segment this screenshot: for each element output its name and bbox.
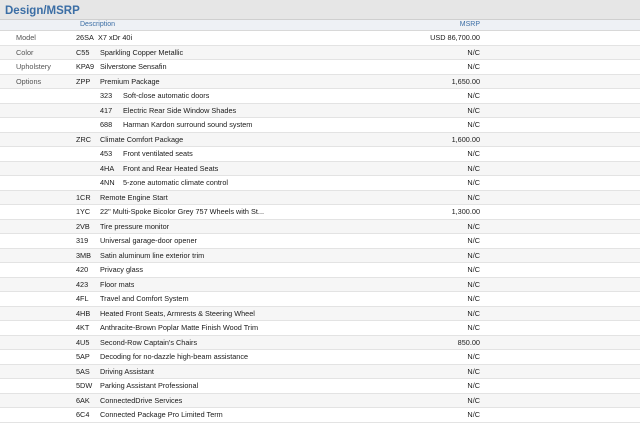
option-code: 2VB — [76, 221, 90, 231]
table-row — [0, 336, 640, 351]
table-row — [0, 220, 640, 235]
option-code: 5AP — [76, 352, 90, 361]
option-description: 22" Multi-Spoke Bicolor Grey 757 Wheels with St... — [100, 207, 264, 216]
option-price: N/C — [467, 236, 480, 245]
option-price: N/C — [467, 308, 480, 318]
option-code: 688 — [100, 120, 113, 129]
option-code: 4HB — [76, 308, 91, 318]
option-price: N/C — [467, 395, 480, 405]
table-row — [0, 205, 640, 220]
option-price: N/C — [467, 178, 480, 187]
table-row — [0, 234, 640, 249]
option-price: N/C — [467, 120, 480, 129]
option-description: Premium Package — [100, 76, 160, 86]
option-code: ZPP — [76, 76, 91, 86]
option-description: ConnectedDrive Services — [100, 395, 183, 405]
option-code: 6C4 — [76, 410, 90, 419]
option-code: 1CR — [76, 192, 91, 202]
option-description: Second-Row Captain's Chairs — [100, 337, 198, 347]
option-price: N/C — [467, 149, 480, 158]
table-row — [0, 31, 640, 46]
table-row — [0, 60, 640, 75]
option-description: Climate Comfort Package — [100, 134, 184, 144]
option-code: 423 — [76, 279, 89, 289]
option-description: Silverstone Sensafin — [100, 62, 167, 71]
option-description: Tire pressure monitor — [100, 221, 170, 231]
option-code: 5AS — [76, 366, 90, 376]
table-row — [0, 118, 640, 133]
table-row — [0, 147, 640, 162]
option-code: 319 — [76, 236, 89, 245]
table-row — [0, 133, 640, 148]
row-label: Color — [16, 47, 34, 57]
option-description: Soft-close automatic doors — [123, 91, 210, 100]
option-description: Heated Front Seats, Armrests & Steering Wheel — [100, 308, 255, 318]
column-header-msrp: MSRP — [459, 21, 480, 28]
option-price: N/C — [467, 294, 480, 303]
row-label: Upholstery — [16, 62, 51, 71]
option-description: Front ventilated seats — [123, 149, 193, 158]
option-price: N/C — [467, 279, 480, 289]
option-price: N/C — [467, 381, 480, 390]
section-title: Design/MSRP — [5, 5, 80, 17]
option-price: 1,650.00 — [451, 76, 480, 86]
option-code: C55 — [76, 47, 90, 57]
option-price: N/C — [467, 352, 480, 361]
row-label: Model — [16, 33, 36, 42]
option-description: Travel and Comfort System — [100, 294, 189, 303]
option-code: 6AK — [76, 395, 90, 405]
column-header — [0, 20, 640, 31]
option-description: Harman Kardon surround sound system — [123, 120, 253, 129]
option-code: 1YC — [76, 207, 91, 216]
option-description: Driving Assistant — [100, 366, 154, 376]
option-code: 26SA — [76, 33, 94, 42]
option-description: Remote Engine Start — [100, 192, 168, 202]
option-description: Universal garage-door opener — [100, 236, 197, 245]
option-description: Satin aluminum line exterior trim — [100, 250, 205, 260]
table-row — [0, 89, 640, 104]
option-code: 4HA — [100, 163, 115, 173]
table-row — [0, 307, 640, 322]
option-price: N/C — [467, 265, 480, 274]
table-row — [0, 278, 640, 293]
table-row — [0, 379, 640, 394]
option-code: 417 — [100, 105, 113, 115]
option-description: Parking Assistant Professional — [100, 381, 199, 390]
option-code: 4U5 — [76, 337, 90, 347]
option-code: 323 — [100, 91, 113, 100]
option-code: 4NN — [100, 178, 115, 187]
option-price: N/C — [467, 91, 480, 100]
option-price: 1,600.00 — [451, 134, 480, 144]
table-row — [0, 350, 640, 365]
option-code: 4KT — [76, 323, 90, 332]
table-row — [0, 162, 640, 177]
option-price: N/C — [467, 163, 480, 173]
option-code: 420 — [76, 265, 89, 274]
option-price: 850.00 — [457, 337, 480, 347]
table-row — [0, 46, 640, 61]
table-row — [0, 75, 640, 90]
option-description: 5-zone automatic climate control — [123, 178, 229, 187]
option-price: N/C — [467, 250, 480, 260]
option-description: Front and Rear Heated Seats — [123, 163, 219, 173]
column-header-description: Description — [80, 21, 116, 28]
option-description: X7 xDr 40i — [98, 33, 133, 42]
option-price: N/C — [467, 62, 480, 71]
section-header — [0, 0, 640, 20]
table-row — [0, 394, 640, 409]
option-price: N/C — [467, 47, 480, 57]
option-price: USD 86,700.00 — [430, 33, 480, 42]
option-description: Privacy glass — [100, 265, 143, 274]
option-code: 4FL — [76, 294, 89, 303]
table-row — [0, 408, 640, 423]
option-price: N/C — [467, 410, 480, 419]
table-row — [0, 104, 640, 119]
option-code: KPA9 — [76, 62, 95, 71]
table-row — [0, 176, 640, 191]
option-description: Floor mats — [100, 279, 135, 289]
option-code: 453 — [100, 149, 113, 158]
option-price: N/C — [467, 192, 480, 202]
option-price: N/C — [467, 221, 480, 231]
table-row — [0, 249, 640, 264]
option-price: N/C — [467, 105, 480, 115]
option-description: Electric Rear Side Window Shades — [123, 105, 237, 115]
option-description: Connected Package Pro Limited Term — [100, 410, 223, 419]
option-price: N/C — [467, 323, 480, 332]
option-description: Anthracite-Brown Poplar Matte Finish Wood Trim — [100, 323, 259, 332]
option-code: 3MB — [76, 250, 92, 260]
table-row — [0, 191, 640, 206]
option-description: Sparkling Copper Metallic — [100, 47, 184, 57]
option-description: Decoding for no-dazzle high-beam assistance — [100, 352, 249, 361]
option-price: N/C — [467, 366, 480, 376]
option-code: ZRC — [76, 134, 91, 144]
table-row — [0, 292, 640, 307]
table-row — [0, 321, 640, 336]
row-label: Options — [16, 76, 42, 86]
msrp-table — [0, 31, 640, 423]
table-row — [0, 263, 640, 278]
option-price: 1,300.00 — [451, 207, 480, 216]
option-code: 5DW — [76, 381, 93, 390]
table-row — [0, 365, 640, 380]
